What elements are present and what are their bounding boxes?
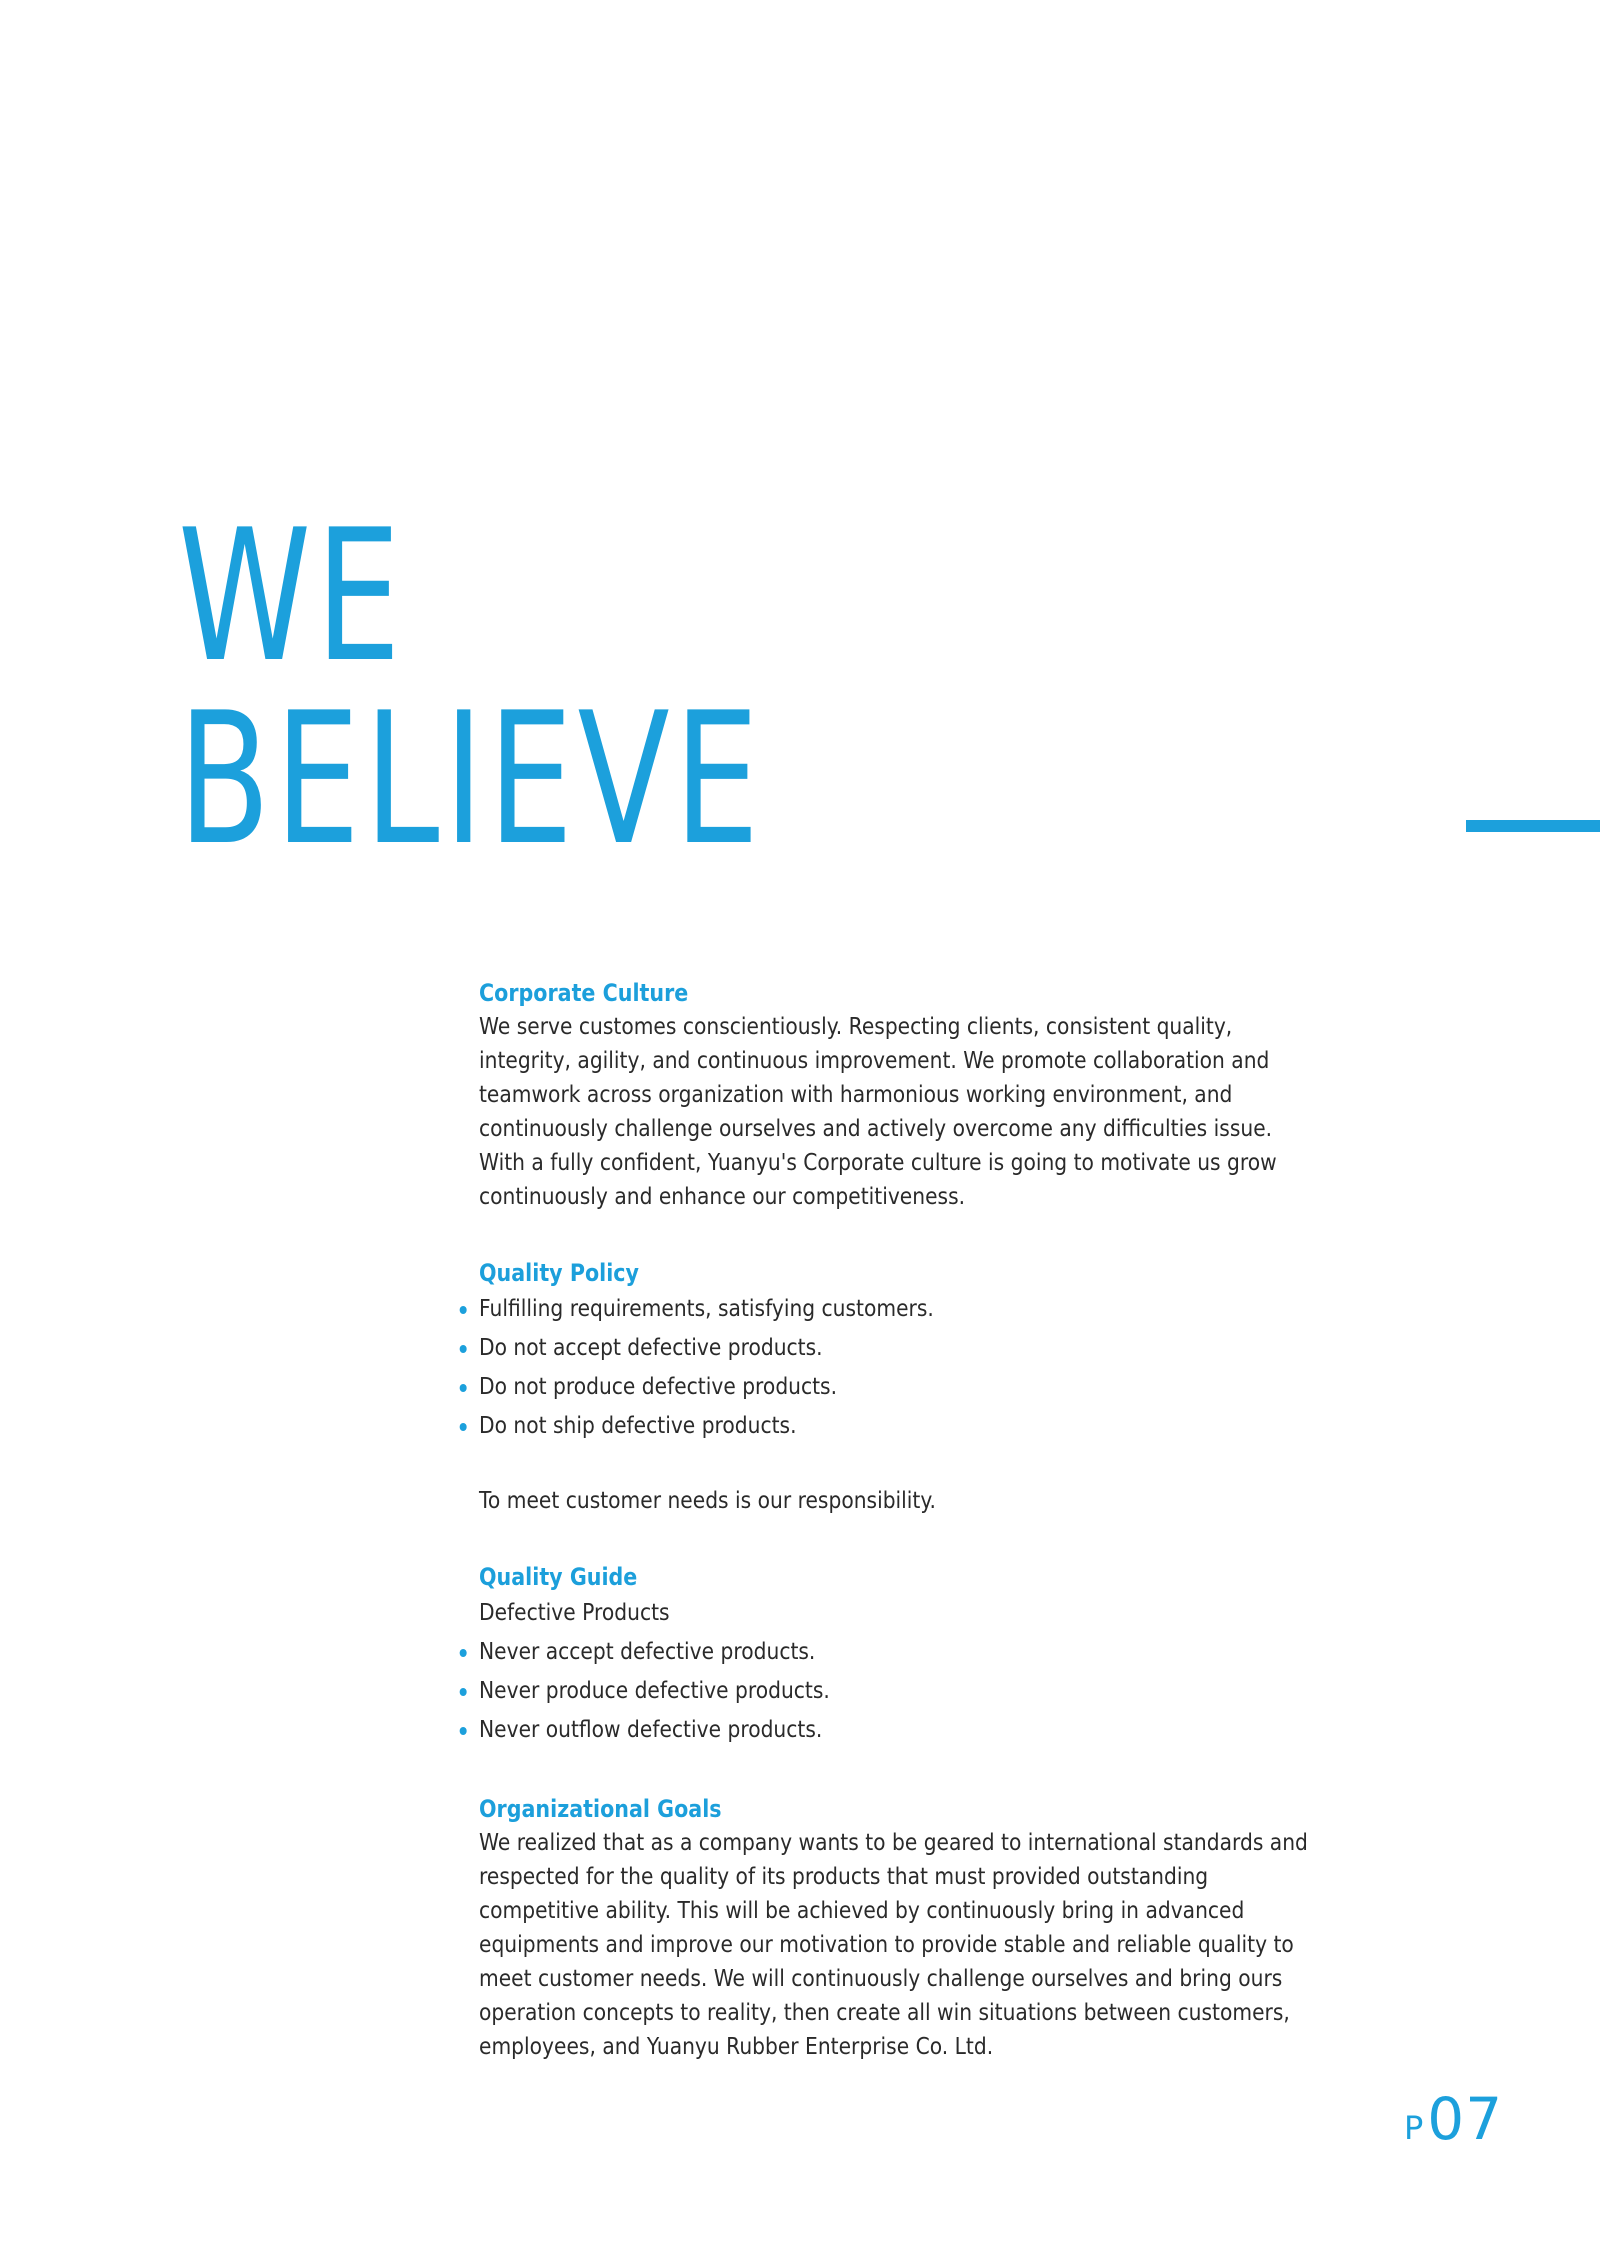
- section-quality-policy: [479, 1256, 1319, 1518]
- quality-guide-list: [479, 1633, 1319, 1750]
- content-column: [479, 976, 1319, 2064]
- page-title: [178, 490, 764, 885]
- title-line-2: BELIEVE: [178, 673, 764, 885]
- quality-policy-closing: To meet customer needs is our responsibility.: [479, 1488, 936, 1514]
- title-line-1: WE: [178, 490, 406, 702]
- page-number: [1404, 2085, 1503, 2153]
- list-item: Never produce defective products.: [479, 1672, 1319, 1711]
- accent-divider: [1466, 820, 1600, 832]
- section-heading-culture: Corporate Culture: [479, 979, 689, 1007]
- list-item: Do not produce defective products.: [479, 1368, 1319, 1407]
- quality-policy-list: [479, 1290, 1319, 1446]
- list-item: Never accept defective products.: [479, 1633, 1319, 1672]
- page-number-prefix: P: [1404, 2109, 1424, 2147]
- list-item: Fulfilling requirements, satisfying customers.: [479, 1290, 1319, 1329]
- section-heading-quality-guide: Quality Guide: [479, 1563, 638, 1591]
- list-item: Never outflow defective products.: [479, 1711, 1319, 1750]
- org-goals-paragraph: We realized that as a company wants to be geared to international standards and respected for the quality of its products that must provided outstanding competitive ability. This will be achieved by continuously bring in advanced equipments and improve our motivation to provide stable and reliable quality to meet customer needs. We will continuously challenge ourselves and bring ours operation concepts to reality, then create all win situations between customers, employees, and Yuanyu Rubber Enterprise Co. Ltd.: [479, 1830, 1308, 2060]
- culture-paragraph: We serve customes conscientiously. Respecting clients, consistent quality, integrity, agility, and continuous improvement. We promote collaboration and teamwork across organization with harmonious working environment, and continuously challenge ourselves and actively overcome any difficulties issue. With a fully confident, Yuanyu's Corporate culture is going to motivate us grow continuously and enhance our competitiveness.: [479, 1014, 1277, 1210]
- section-corporate-culture: [479, 976, 1319, 1214]
- list-item: Do not accept defective products.: [479, 1329, 1319, 1368]
- page-number-value: 07: [1427, 2085, 1504, 2153]
- section-quality-guide: [479, 1560, 1319, 1750]
- list-item: Do not ship defective products.: [479, 1407, 1319, 1446]
- quality-guide-subheading: Defective Products: [479, 1600, 670, 1626]
- section-organizational-goals: [479, 1792, 1319, 2064]
- section-heading-quality-policy: Quality Policy: [479, 1259, 639, 1287]
- section-heading-org-goals: Organizational Goals: [479, 1795, 722, 1823]
